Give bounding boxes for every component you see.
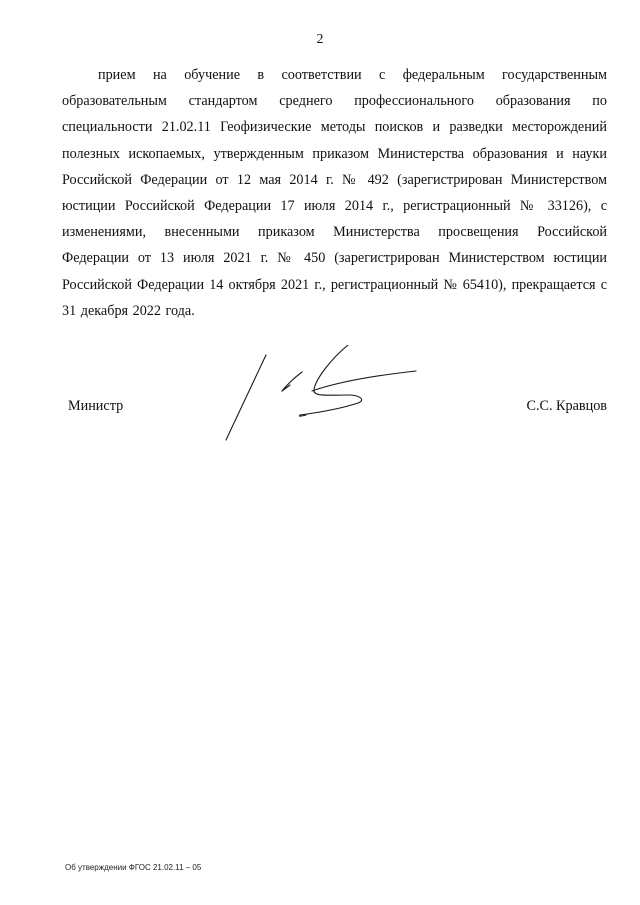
signature-row	[62, 398, 607, 418]
handwritten-signature	[220, 345, 430, 445]
signatory-name: С.С. Кравцов	[526, 398, 607, 414]
signatory-title: Министр	[68, 398, 124, 414]
body-paragraph: прием на обучение в соответствии с федеральным государственным образовательным стандартом среднего профессионального образования по специальности 21.02.11 Геофизические методы поисков и разведки месторождений полезных ископаемых, утвержденным приказом Министерства образования и науки Российской Федерации от 12 мая 2014 г. № 492 (зарегистрирован Министерством юстиции Российской Федерации 17 июля 2014 г., регистрационный № 33126), с изменениями, внесенными приказом Министерства просвещения Российской Федерации от 13 июля 2021 г. № 450 (зарегистрирован Министерством юстиции Российской Федерации 14 октября 2021 г., регистрационный № 65410), прекращается с 31 декабря 2022 года.	[62, 67, 607, 319]
document-footer: Об утверждении ФГОС 21.02.11 – 05	[65, 863, 202, 872]
page-number: 2	[316, 32, 324, 47]
